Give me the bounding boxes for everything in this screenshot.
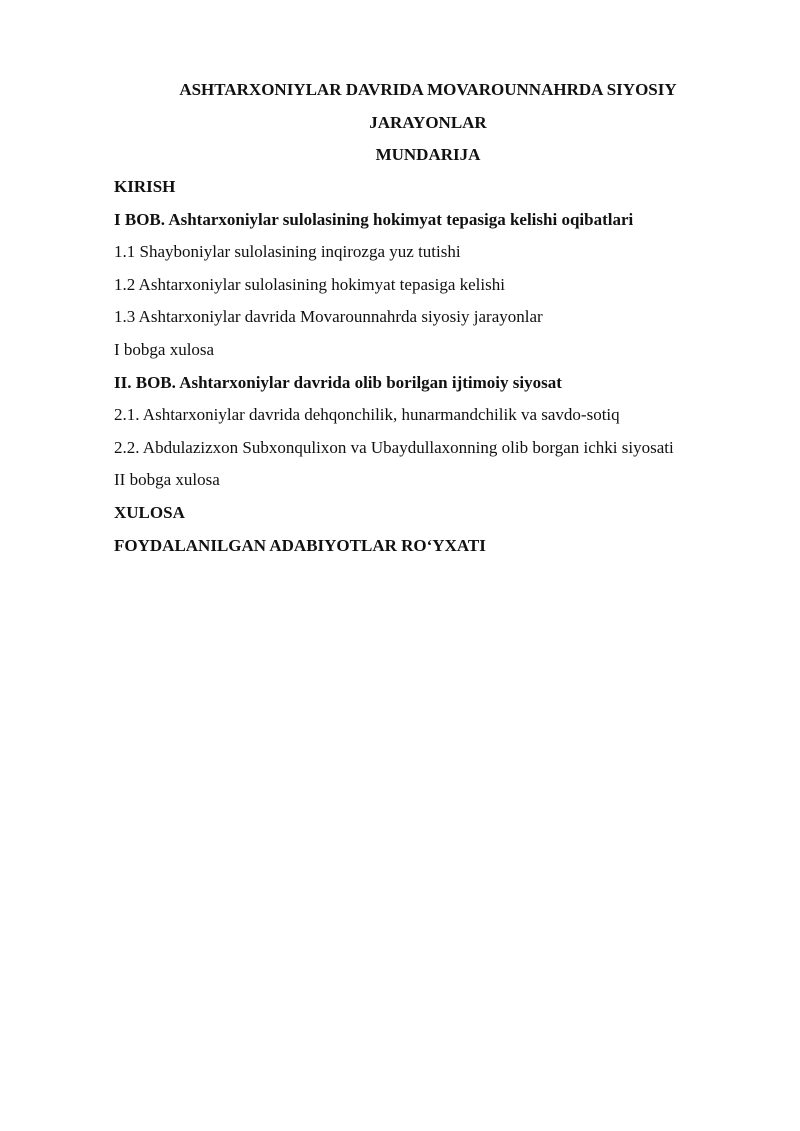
document-title-line-2: JARAYONLAR (369, 112, 487, 132)
title-block (0, 74, 800, 172)
document-title-line-1: ASHTARXONIYLAR DAVRIDA MOVAROUNNAHRDA SIYOSIY (179, 80, 677, 99)
toc-item-conclusion: XULOSA (114, 502, 185, 522)
toc-item-section-1-3: 1.3 Ashtarxoniylar davrida Movarounnahrda siyosiy jarayonlar (114, 307, 543, 327)
toc-item-section-1-1: 1.1 Shayboniylar sulolasining inqirozga yuz tutishi (114, 242, 461, 262)
toc-item-section-2-1: 2.1. Ashtarxoniylar davrida dehqonchilik, hunarmandchilik va savdo-sotiq (114, 405, 620, 425)
table-of-contents (114, 171, 794, 562)
toc-item-chapter-2: II. BOB. Ashtarxoniylar davrida olib borilgan ijtimoiy siyosat (114, 372, 562, 392)
contents-heading: MUNDARIJA (375, 145, 481, 164)
toc-item-references: FOYDALANILGAN ADABIYOTLAR RO‘YXATI (114, 535, 486, 555)
toc-item-chapter-2-conclusion: II bobga xulosa (114, 470, 220, 490)
toc-item-introduction: KIRISH (114, 177, 176, 196)
toc-item-chapter-1-conclusion: I bobga xulosa (114, 339, 215, 359)
toc-item-section-1-2: 1.2 Ashtarxoniylar sulolasining hokimyat tepasiga kelishi (114, 274, 505, 294)
toc-item-section-2-2: 2.2. Abdulazizxon Subxonqulixon va Ubaydullaxonning olib borgan ichki siyosati (114, 437, 674, 457)
toc-item-chapter-1: I BOB. Ashtarxoniylar sulolasining hokimyat tepasiga kelishi oqibatlari (114, 209, 634, 229)
